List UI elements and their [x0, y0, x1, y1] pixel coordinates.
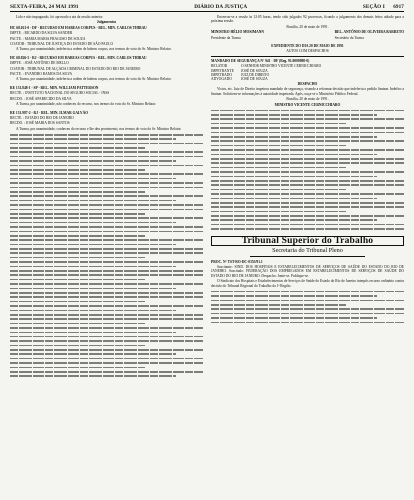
party-row: IMPETRADO JUIZ DE DIREITO — [211, 73, 270, 78]
case-party: RECTE. : INSTITUTO NACIONAL DO SEGURO SOCIAL - INSS — [10, 91, 110, 96]
case-decision: A Turma, por unanimidade, indeferiu a ordem de habeas corpus, nos termos do voto do Sr. Ministro Relator. — [16, 77, 172, 82]
case-party: RECTE. : ESTADO DO RIO DE JANEIRO — [10, 115, 74, 120]
place-date: Brasília, 20 de maio de 1991. — [286, 24, 329, 29]
case-number: RE 131.848-1 - SP - REL. MIN. WILLIAM PATTERSON — [10, 85, 99, 90]
header-publication: DIÁRIO DA JUSTIÇA — [194, 4, 248, 10]
illegible-text-block — [10, 134, 203, 377]
case-party: IMPTE. : RICARDO DA SILVA SANDER — [10, 31, 73, 36]
expediente-subtitle: AUTOS COM DESPACHOS — [286, 49, 329, 54]
expediente-heading: EXPEDIENTE DO DIA 20 DE MAIO DE 1991 — [271, 44, 344, 49]
case-decision: A Turma, por unanimidade, não conheceu do recurso, nos termos do voto do Sr. Ministro Relator. — [16, 102, 157, 107]
header-date: SEXTA-FEIRA, 24 MAI 1991 — [10, 4, 79, 10]
case-party: RECDO. : JOSÉ APARECIDO DA SILVA — [10, 96, 72, 101]
tst-title-box: Tribunal Superior do Trabalho — [211, 236, 404, 246]
order-title: MANDADO DE SEGURANÇA Nº 941 - DF (Reg. 91.0000988-0) — [211, 58, 310, 63]
case-entry — [10, 56, 203, 82]
case-entry — [10, 26, 203, 52]
section-heading: Julgamentos — [96, 20, 117, 25]
case-number: HC 68.021-0 - DF - RECURSO EM HABEAS CORPUS - REL. MIN. CARLOS THIBAU — [10, 25, 147, 30]
signer-role: Presidente da Turma — [211, 35, 241, 40]
intro-text: Lido e não impugnado, foi aprovado a ata da sessão anterior. — [16, 15, 104, 19]
case-party: IMPTE. : JOSÉ ANTÔNIO DE MELLO — [10, 61, 69, 66]
despacho-signer: MINISTRO VICENTE CERNICCHIARO — [274, 102, 341, 107]
illegible-text-block — [211, 291, 404, 323]
tst-text: O Sindicato dos Hospitais e Estabelecimentos de Serviços de Saúde do Estado do Rio de Janeiro interpôs recurso ordinário contra decisão do Tribunal Regional do Trabalho da 1ª Região. — [211, 279, 404, 288]
page-header — [10, 4, 404, 10]
despacho-text: Vistos, etc. Juiz de Direito impetrou mandado de segurança, visando a reformar decisão que indeferiu o pedido liminar. Indefiro a liminar. Solicitem-se informações à autoridade impetrada. Após, ouça-se o Ministério Público Federal. — [211, 87, 404, 96]
case-number: HC 68.826-5 - RJ - RECURSO EM HABEAS CORPUS - REL. MIN. CARLOS THIBAU — [10, 55, 147, 60]
header-page-number: 6917 — [393, 4, 404, 10]
signature-block — [211, 30, 404, 41]
tst-subtitle: Secretaria do Tribunal Pleno — [272, 247, 343, 255]
case-party: COATOR : TRIBUNAL DE ALÇADA CRIMINAL DO ESTADO DO RIO DE JANEIRO — [10, 66, 141, 71]
party-row: RELATOR O SENHOR MINISTRO VICENTE CERNICCHIARO — [211, 64, 322, 69]
signer-name: BEL. ANTÔNIO DE OLIVEIRA BARRETO — [334, 30, 404, 35]
signer-role: Secretário da Turma — [334, 35, 364, 40]
tst-process-number: PROC. Nº TST-RO-DC-0355/91.1 — [211, 259, 263, 264]
party-row: ADVOGADO JOSÉ DE SOUZA — [211, 77, 268, 82]
case-entry — [10, 111, 203, 132]
illegible-text-block — [211, 110, 404, 230]
case-number: RE 131.987-2 - RJ - REL. MIN. ILMAR GALVÃO — [10, 110, 89, 115]
closing-text: Encerrou-se a sessão às 12:05 horas, tendo sido julgados 92 processos, ficando o julgamento dos demais feitos adiado para a próxima sessão. — [211, 15, 404, 24]
header-right — [363, 4, 404, 10]
case-decision: A Turma, por unanimidade, conheceu do recurso e lhe deu provimento, nos termos do voto do Sr. Ministro Relator. — [16, 126, 182, 131]
case-party: RECDO. : JOSÉ MARIA DOS SANTOS — [10, 121, 70, 126]
party-row: IMPETRANTE JOSÉ DE SOUZA — [211, 68, 268, 73]
right-column — [211, 15, 404, 380]
case-party: PACTE. : EVANDRO RAMOS DA SILVA — [10, 72, 73, 77]
header-rule — [10, 11, 404, 12]
case-decision: A Turma, por unanimidade, indeferiu a ordem de habeas corpus, nos termos do voto do Sr. Ministro Relator. — [16, 47, 172, 52]
case-party: COATOR : TRIBUNAL DE JUSTIÇA DO ESTADO DE SÃO PAULO — [10, 42, 114, 47]
case-entry — [10, 86, 203, 107]
case-party: PACTE. : MARIA MARIA FRAGOSO DE SOUZA — [10, 36, 86, 41]
despacho-date: Brasília, 20 de maio de 1991. — [286, 97, 329, 102]
signer-name: MINISTRO HÉLIO MOSIMANN — [211, 30, 264, 35]
tst-text: Suscitante: SIND. DOS HOSPITAIS E ESTABELECIMENTOS DE SERVIÇOS DE SAÚDE DO ESTADO DO RIO DE JANEIRO. Suscitado: FEDERAÇÃO DOS EMPREGADOS EM ESTABELECIMENTOS DE SERVIÇOS DE SAÚDE DO ESTADO DO RIO DE JANEIRO. Despacho: Junte-se. Publique-se. — [211, 265, 404, 278]
columns — [10, 15, 404, 380]
header-section: SEÇÃO I — [362, 4, 385, 10]
left-column — [10, 15, 203, 380]
despacho-label: DESPACHO — [297, 81, 318, 86]
